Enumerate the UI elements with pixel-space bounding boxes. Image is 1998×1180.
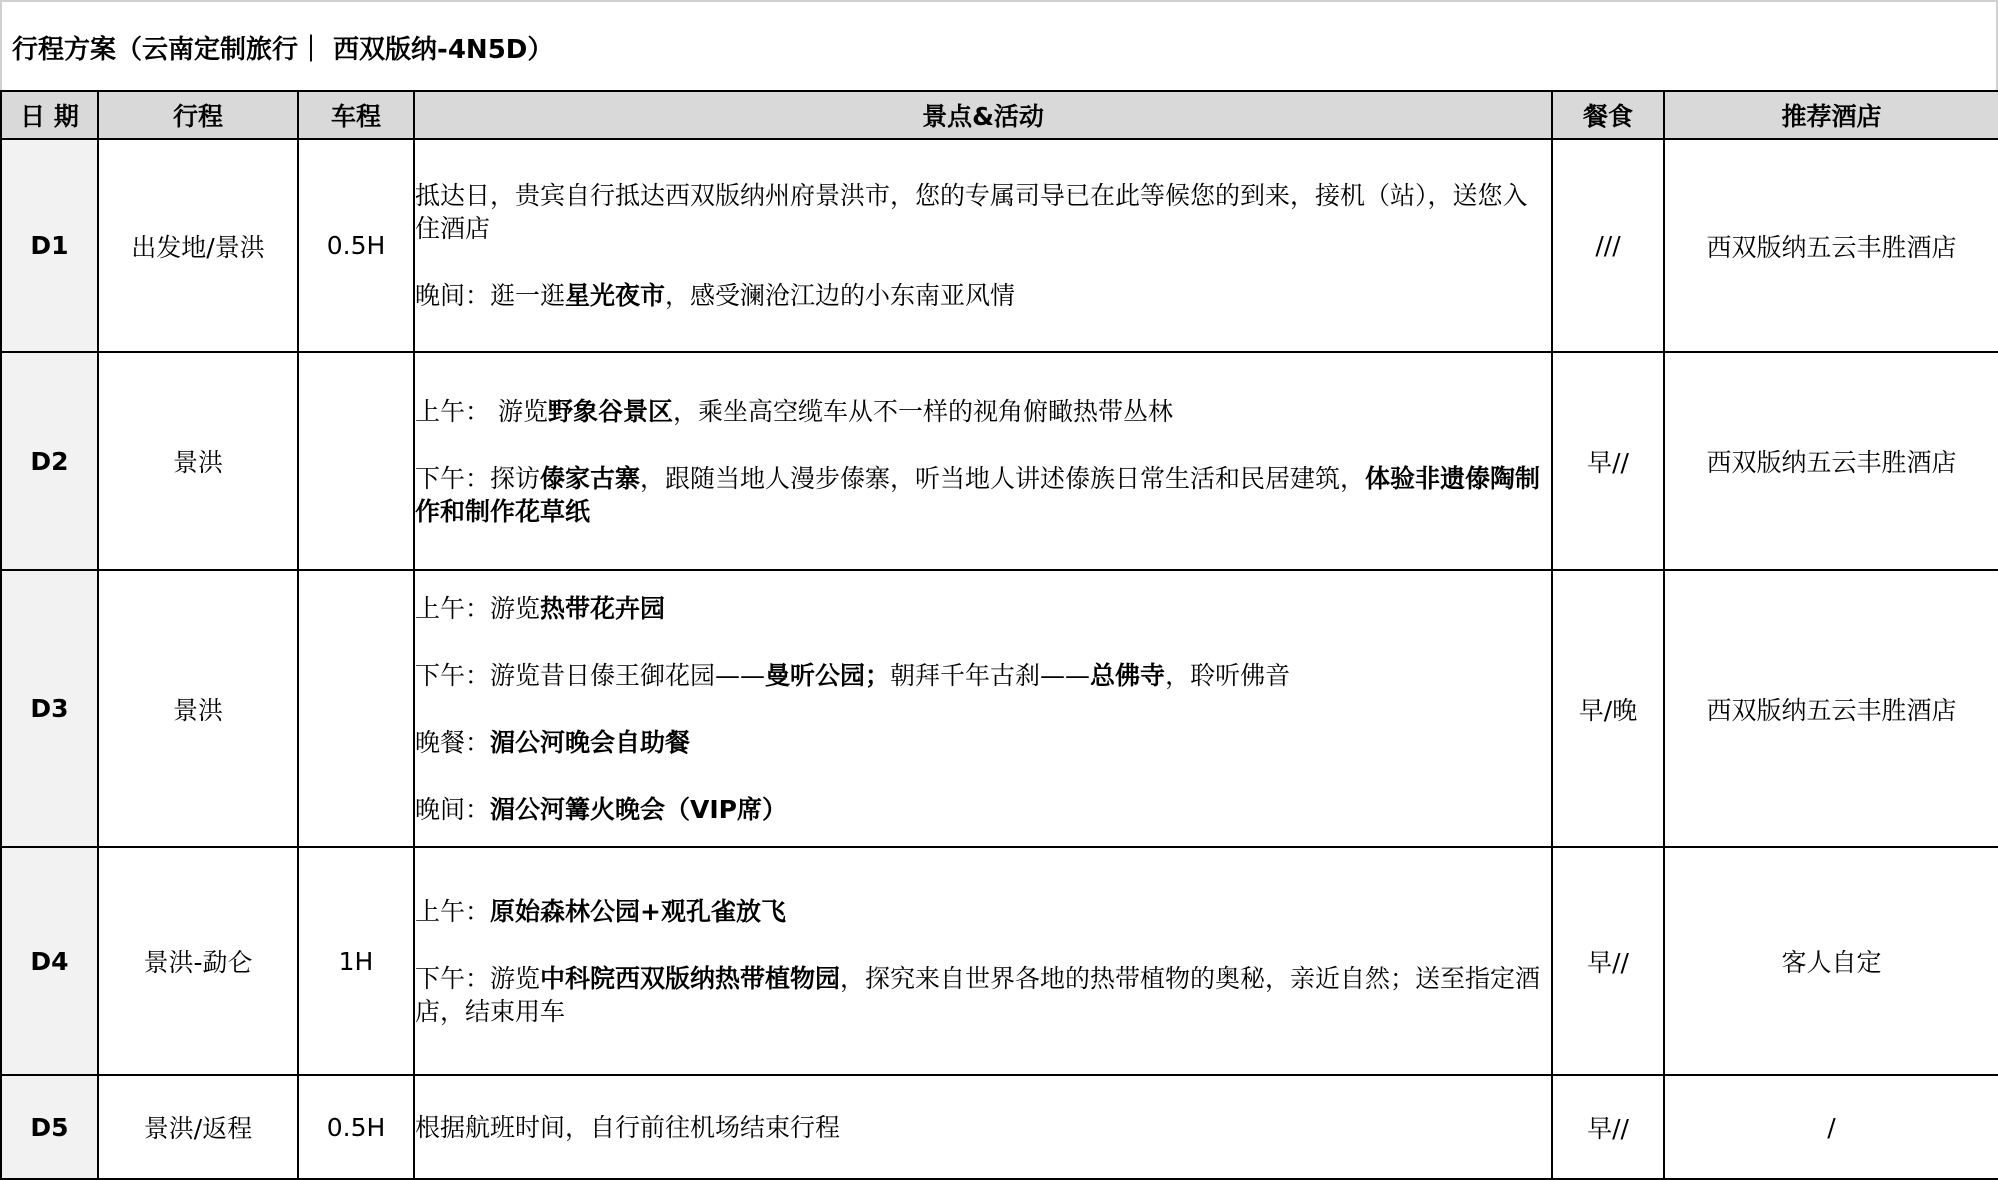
route-cell: 出发地/景洪 [98,139,298,352]
day-cell: D4 [1,847,98,1075]
header-meals: 餐食 [1552,91,1664,139]
day-cell: D5 [1,1075,98,1179]
route-cell: 景洪 [98,352,298,570]
meals-cell: 早// [1552,847,1664,1075]
meals-cell: 早/晚 [1552,570,1664,847]
hotel-cell: 西双版纳五云丰胜酒店 [1664,352,1998,570]
activities-cell [414,352,1552,570]
activity-line: 下午：探访傣家古寨，跟随当地人漫步傣寨，听当地人讲述傣族日常生活和民居建筑，体验非遗傣陶制作和制作花草纸 [415,463,1541,526]
table-row [1,139,1998,352]
activity-line: 根据航班时间，自行前往机场结束行程 [415,1112,841,1142]
drive-cell: 0.5H [298,139,414,352]
activities-cell [414,1075,1552,1179]
route-cell: 景洪/返程 [98,1075,298,1179]
table-row [1,352,1998,570]
hotel-cell: 西双版纳五云丰胜酒店 [1664,139,1998,352]
activity-line: 下午：游览昔日傣王御花园——曼听公园；朝拜千年古刹——总佛寺，聆听佛音 [415,660,1291,690]
header-hotel: 推荐酒店 [1664,91,1998,139]
hotel-cell: 客人自定 [1664,847,1998,1075]
header-route: 行程 [98,91,298,139]
activities-cell [414,139,1552,352]
activity-line: 上午：原始森林公园+观孔雀放飞 [415,896,786,926]
day-cell: D3 [1,570,98,847]
route-cell: 景洪 [98,570,298,847]
header-activities: 景点&活动 [414,91,1552,139]
drive-cell [298,352,414,570]
table-row [1,1075,1998,1179]
activity-line: 上午：游览热带花卉园 [415,593,666,623]
day-cell: D2 [1,352,98,570]
drive-cell [298,570,414,847]
header-day: 日 期 [1,91,98,139]
table-row [1,570,1998,847]
table-header-row [1,91,1998,139]
meals-cell: 早// [1552,1075,1664,1179]
sheet-title: 行程方案（云南定制旅行｜ 西双版纳-4N5D） [0,0,1998,92]
hotel-cell: / [1664,1075,1998,1179]
meals-cell: /// [1552,139,1664,352]
activity-line: 晚间：逛一逛星光夜市，感受澜沧江边的小东南亚风情 [415,281,1016,310]
table-row [1,847,1998,1075]
activity-line: 晚餐：湄公河晚会自助餐 [415,727,691,757]
activity-line: 上午： 游览野象谷景区，乘坐高空缆车从不一样的视角俯瞰热带丛林 [415,396,1173,426]
itinerary-table [0,90,1998,1180]
activity-line: 晚间：湄公河篝火晚会（VIP席） [415,794,787,824]
route-cell: 景洪-勐仑 [98,847,298,1075]
activities-cell [414,847,1552,1075]
drive-cell: 0.5H [298,1075,414,1179]
meals-cell: 早// [1552,352,1664,570]
hotel-cell: 西双版纳五云丰胜酒店 [1664,570,1998,847]
drive-cell: 1H [298,847,414,1075]
activity-line: 下午：游览中科院西双版纳热带植物园，探究来自世界各地的热带植物的奥秘，亲近自然；送至指定酒店，结束用车 [415,963,1541,1026]
activities-cell [414,570,1552,847]
day-cell: D1 [1,139,98,352]
activity-line: 抵达日，贵宾自行抵达西双版纳州府景洪市，您的专属司导已在此等候您的到来，接机（站），送您入住酒店 [415,181,1528,243]
header-drive: 车程 [298,91,414,139]
